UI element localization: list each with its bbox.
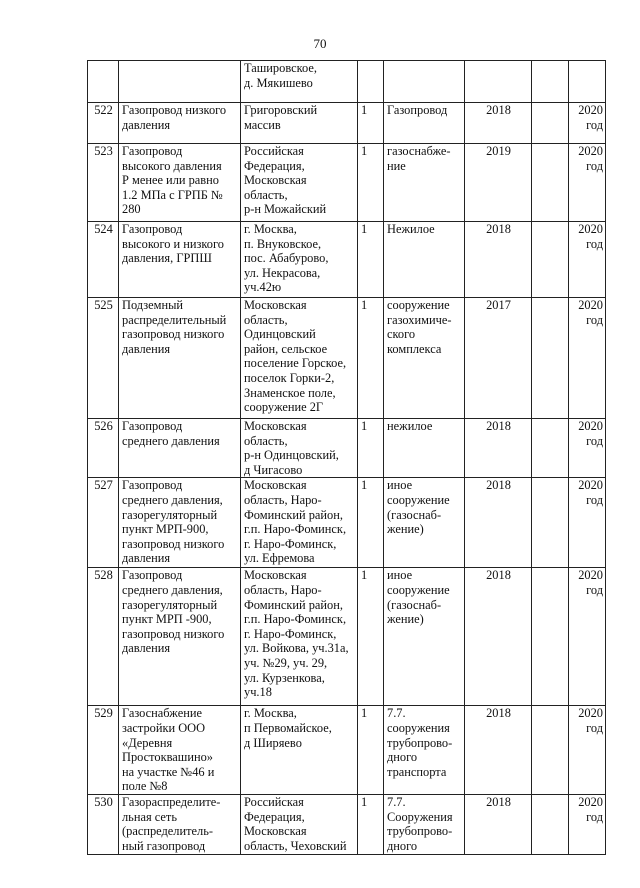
cell-number: 527 [88,478,119,568]
cell-address: Московская область, Наро- Фоминский район, г.п. Наро-Фоминск, г. Наро-Фоминск, ул. Ефремова [241,478,358,568]
cell-address: г. Москва, п. Внуковское, пос. Абабурово, ул. Некрасова, уч.42ю [241,222,358,298]
cell-number: 530 [88,794,119,854]
cell-number: 523 [88,144,119,222]
cell-address: Московская область, р-н Одинцовский, д Чигасово [241,419,358,478]
cell-object-type: Газопровод [384,103,465,144]
cell-empty [532,794,569,854]
cell-year: 2018 [465,794,532,854]
cell-number: 524 [88,222,119,298]
cell-empty [532,222,569,298]
cell-object-type: Нежилое [384,222,465,298]
cell-quantity [358,61,384,103]
cell-year: 2018 [465,568,532,706]
cell-completion: 2020 год [569,222,606,298]
cell-completion: 2020 год [569,144,606,222]
cell-address: Российская Федерация, Московская область, р-н Можайский [241,144,358,222]
cell-object-name: Газоснабжение застройки ООО «Деревня Простоквашино» на участке №46 и поле №8 [119,706,241,795]
cell-number: 522 [88,103,119,144]
cell-address: Российская Федерация, Московская область, Чеховский [241,794,358,854]
cell-empty [532,706,569,795]
cell-completion [569,61,606,103]
cell-object-name: Газопровод среднего давления, газорегуляторный пункт МРП-900, газопровод низкого давления [119,478,241,568]
cell-object-type: иное сооружение (газоснаб- жение) [384,478,465,568]
cell-object-name: Газораспределите- льная сеть (распределитель- ный газопровод [119,794,241,854]
cell-quantity: 1 [358,478,384,568]
cell-empty [532,419,569,478]
cell-object-type [384,61,465,103]
cell-completion: 2020 год [569,298,606,419]
cell-number [88,61,119,103]
cell-object-type: иное сооружение (газоснаб- жение) [384,568,465,706]
cell-object-name: Газопровод высокого давления Р менее или равно 1.2 МПа с ГРПБ № 280 [119,144,241,222]
cell-object-type: 7.7. сооружения трубопрово- дного транспорта [384,706,465,795]
cell-year: 2018 [465,419,532,478]
cell-quantity: 1 [358,298,384,419]
cell-year: 2018 [465,706,532,795]
cell-number: 529 [88,706,119,795]
cell-quantity: 1 [358,419,384,478]
cell-year: 2017 [465,298,532,419]
cell-year: 2019 [465,144,532,222]
table-row [88,298,606,419]
cell-number: 525 [88,298,119,419]
cell-quantity: 1 [358,568,384,706]
cell-object-name: Подземный распределительный газопровод низкого давления [119,298,241,419]
cell-quantity: 1 [358,794,384,854]
cell-object-type: газоснабже- ние [384,144,465,222]
cell-address: Московская область, Одинцовский район, сельское поселение Горское, поселок Горки-2, Знаменское поле, сооружение 2Г [241,298,358,419]
cell-completion: 2020 год [569,794,606,854]
cell-object-name: Газопровод низкого давления [119,103,241,144]
cell-year: 2018 [465,103,532,144]
cell-object-name [119,61,241,103]
table-row [88,222,606,298]
cell-empty [532,61,569,103]
registry-table [87,60,606,855]
cell-completion: 2020 год [569,103,606,144]
cell-completion: 2020 год [569,419,606,478]
cell-quantity: 1 [358,706,384,795]
table-row [88,478,606,568]
cell-year [465,61,532,103]
cell-object-type: нежилое [384,419,465,478]
cell-year: 2018 [465,222,532,298]
cell-completion: 2020 год [569,478,606,568]
cell-object-type: 7.7. Сооружения трубопрово- дного [384,794,465,854]
cell-empty [532,298,569,419]
table-row [88,419,606,478]
table-row [88,61,606,103]
cell-number: 526 [88,419,119,478]
table-row [88,144,606,222]
cell-address: г. Москва, п Первомайское, д Ширяево [241,706,358,795]
cell-address: Московская область, Наро- Фоминский район, г.п. Наро-Фоминск, г. Наро-Фоминск, ул. Войкова, уч.31а, уч. №29, уч. 29, ул. Курзенкова, уч.18 [241,568,358,706]
cell-address: Ташировское, д. Мякишево [241,61,358,103]
cell-object-type: сооружение газохимиче- ского комплекса [384,298,465,419]
registry-table-body [88,61,606,855]
cell-empty [532,103,569,144]
cell-object-name: Газопровод среднего давления, газорегуляторный пункт МРП -900, газопровод низкого давления [119,568,241,706]
cell-object-name: Газопровод высокого и низкого давления, ГРПШ [119,222,241,298]
cell-quantity: 1 [358,144,384,222]
cell-object-name: Газопровод среднего давления [119,419,241,478]
cell-quantity: 1 [358,103,384,144]
cell-quantity: 1 [358,222,384,298]
cell-year: 2018 [465,478,532,568]
cell-empty [532,568,569,706]
cell-empty [532,478,569,568]
cell-empty [532,144,569,222]
table-row [88,103,606,144]
cell-number: 528 [88,568,119,706]
page-number: 70 [313,36,327,51]
table-row [88,706,606,795]
table-row [88,794,606,854]
cell-completion: 2020 год [569,706,606,795]
cell-address: Григоровский массив [241,103,358,144]
table-row [88,568,606,706]
cell-completion: 2020 год [569,568,606,706]
